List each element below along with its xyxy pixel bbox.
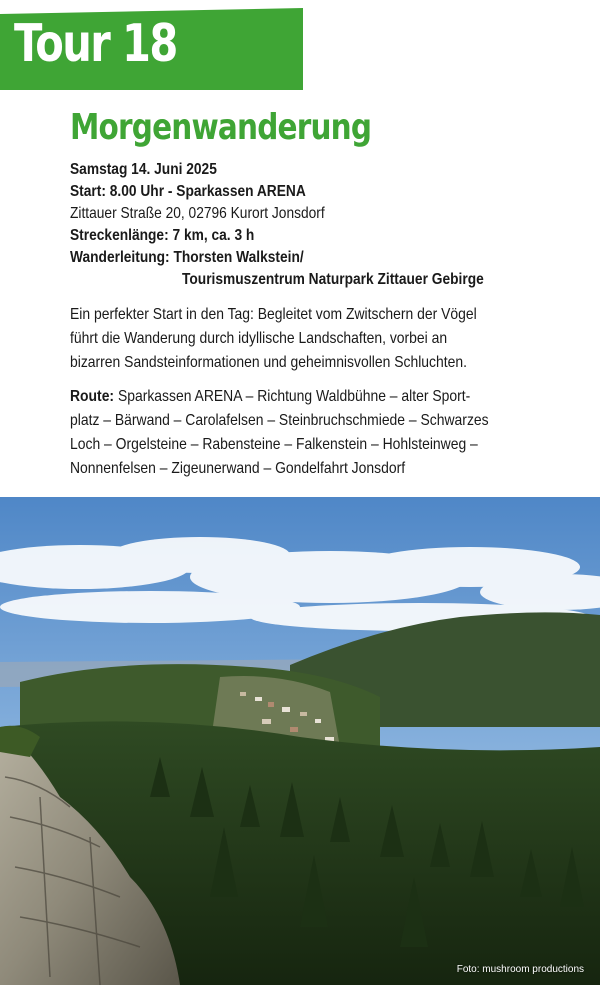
tour-title: Tour 18 xyxy=(14,14,177,74)
landscape-illustration xyxy=(0,497,600,985)
event-guide-line-2 xyxy=(70,269,550,291)
guide-label: Wanderleitung: xyxy=(70,249,170,266)
distance-label: Streckenlänge: xyxy=(70,227,169,244)
event-details xyxy=(70,105,550,481)
description-line: führt die Wanderung durch idyllische Landschaften, vorbei an xyxy=(70,330,448,347)
start-label: Start: xyxy=(70,183,106,200)
route-line: Nonnenfelsen – Zigeunerwand – Gondelfahrt Jonsdorf xyxy=(70,460,406,477)
event-start-line xyxy=(70,181,550,203)
event-address: Zittauer Straße 20, 02796 Kurort Jonsdorf xyxy=(70,205,325,222)
event-distance xyxy=(70,225,254,247)
photo-credit: Foto: mushroom productions xyxy=(456,964,584,975)
distance-value: 7 km, ca. 3 h xyxy=(172,227,255,244)
guide-value-1: Thorsten Walkstein/ xyxy=(173,249,304,266)
description-line: bizarren Sandsteinformationen und geheimnisvollen Schluchten. xyxy=(70,354,467,371)
event-guide-line xyxy=(70,247,550,269)
route-line: Loch – Orgelsteine – Rabensteine – Falkenstein – Hohlsteinweg – xyxy=(70,436,478,453)
route-line xyxy=(70,385,488,409)
route-line: platz – Bärwand – Carolafelsen – Steinbruchschmiede – Schwarzes xyxy=(70,412,489,429)
start-value: 8.00 Uhr - Sparkassen ARENA xyxy=(109,183,306,200)
event-distance-line xyxy=(70,225,550,247)
landscape-photo xyxy=(0,497,600,985)
route-text-1: Sparkassen ARENA – Richtung Waldbühne – alter Sport- xyxy=(117,388,471,405)
event-address-line xyxy=(70,203,550,225)
route-section xyxy=(70,385,550,481)
event-date-line xyxy=(70,159,550,181)
event-title: Morgenwanderung xyxy=(70,107,372,148)
event-start xyxy=(70,181,306,203)
route-label: Route: xyxy=(70,388,115,405)
event-guide xyxy=(70,247,304,269)
description-line: Ein perfekter Start in den Tag: Begleitet vom Zwitschern der Vögel xyxy=(70,306,477,323)
event-date: Samstag 14. Juni 2025 xyxy=(70,161,217,178)
guide-value-2: Tourismuszentrum Naturpark Zittauer Gebirge xyxy=(182,271,484,288)
event-description xyxy=(70,303,538,375)
